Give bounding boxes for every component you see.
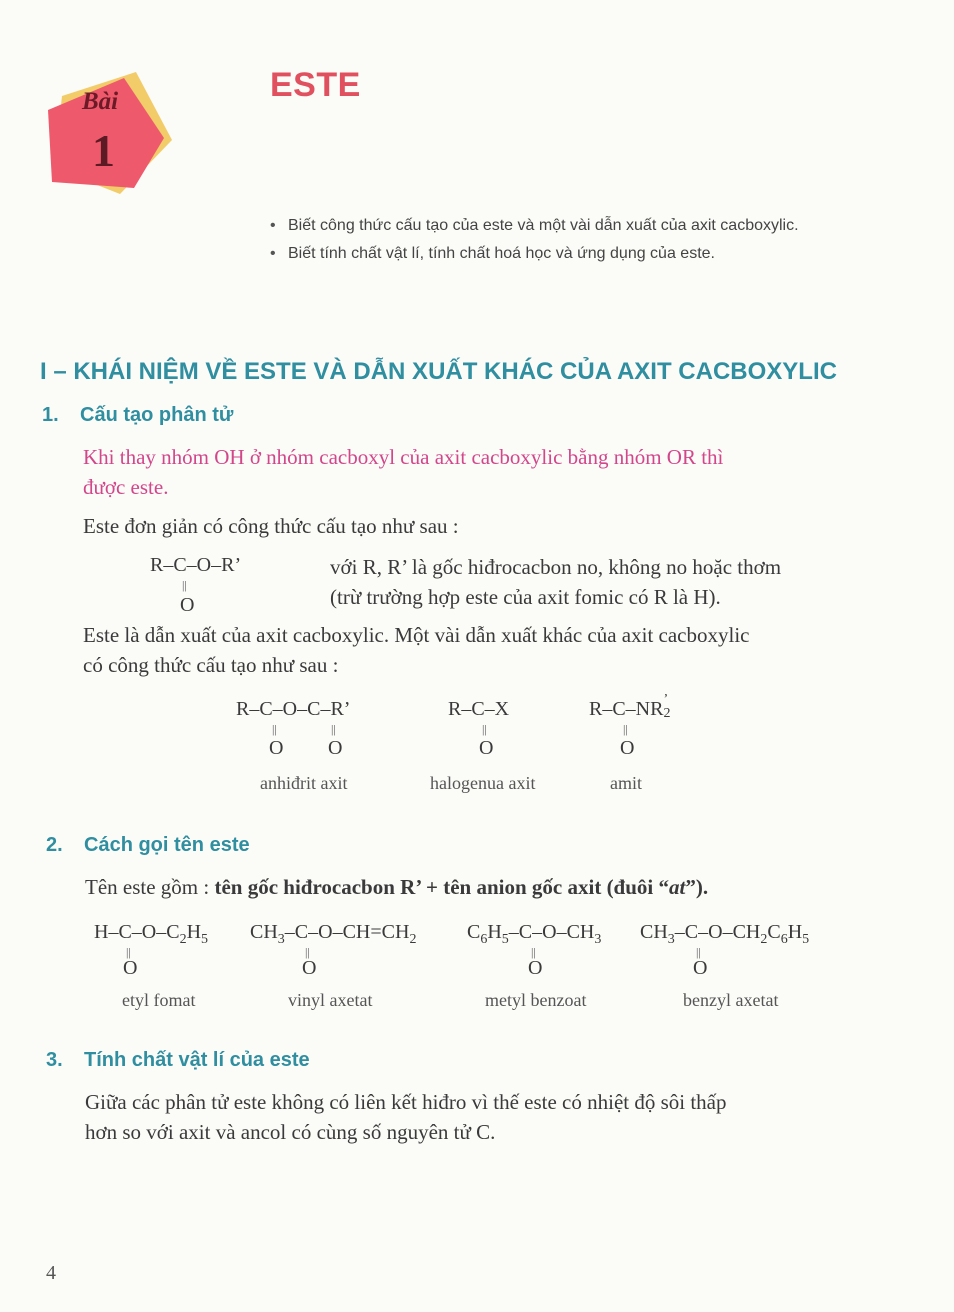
methyl-benzoate-formula: $C_6H_5-C-O-CH_3$: [467, 921, 602, 947]
vinyl-acetate-caption: vinyl axetat: [288, 990, 373, 1010]
double-bond-icon: ||: [126, 945, 131, 959]
double-bond-icon: ||: [305, 945, 310, 959]
objective-item: • Biết công thức cấu tạo của este và một vài dẫn xuất của axit cacboxylic.: [270, 212, 799, 240]
ethyl-formate-formula: $H-C-O-C_2H_5$: [94, 921, 209, 947]
amide-caption: amit: [610, 773, 642, 793]
double-bond-icon: ||: [531, 945, 536, 959]
badge-label: Bài: [82, 88, 119, 115]
general-formula: R–C–O–R’: [150, 554, 242, 576]
ethyl-formate-oxygen: O: [123, 957, 138, 979]
double-bond-icon: ||: [482, 722, 487, 736]
vinyl-acetate-oxygen: O: [302, 957, 317, 979]
objectives-list: [270, 212, 799, 268]
intro-text: Este đơn giản có công thức cấu tạo như sau :: [83, 514, 459, 538]
page-number: 4: [46, 1262, 56, 1284]
page-title: ESTE: [270, 66, 361, 104]
acyl-halide-oxygen: O: [479, 737, 494, 759]
subsection-1-heading: 1. Cấu tạo phân tử: [42, 404, 234, 426]
vinyl-acetate-formula: $CH_3-C-O-CH=CH_2$: [250, 921, 417, 947]
bullet-icon: •: [270, 217, 276, 234]
double-bond-icon: ||: [623, 722, 628, 736]
subsection-3-heading: 3. Tính chất vật lí của este: [46, 1049, 310, 1071]
double-bond-icon: ||: [182, 578, 187, 592]
general-formula-oxygen: O: [180, 594, 195, 616]
amide-oxygen: O: [620, 737, 635, 759]
subsection-2-heading: 2. Cách gọi tên este: [46, 834, 250, 856]
methyl-benzoate-oxygen: O: [528, 957, 543, 979]
objective-item: • Biết tính chất vật lí, tính chất hoá học và ứng dụng của este.: [270, 240, 799, 268]
acyl-halide-formula: R–C–X: [448, 698, 510, 720]
amide-formula: R–C–NR ’ 2: [589, 692, 671, 721]
badge-number: 1: [92, 125, 115, 176]
definition: Khi thay nhóm OH ở nhóm cacboxyl của axit cacboxylic bằng nhóm OR thì được este.: [83, 445, 724, 499]
derivatives-text: Este là dẫn xuất của axit cacboxylic. Một vài dẫn xuất khác của axit cacboxylic có công thức cấu tạo như sau :: [83, 623, 750, 677]
double-bond-icon: ||: [696, 945, 701, 959]
section-heading: I – KHÁI NIỆM VỀ ESTE VÀ DẪN XUẤT KHÁC CỦA AXIT CACBOXYLIC: [40, 358, 837, 385]
physical-properties-text: Giữa các phân tử este không có liên kết hiđro vì thế este có nhiệt độ sôi thấp hơn so với axit và ancol có cùng số nguyên tử C.: [85, 1090, 727, 1144]
anhydride-oxygen-2: O: [328, 737, 343, 759]
double-bond-icon: ||: [272, 722, 277, 736]
benzyl-acetate-caption: benzyl axetat: [683, 990, 779, 1010]
benzyl-acetate-formula: $CH_3-C-O-CH_2C_6H_5$: [640, 921, 810, 947]
methyl-benzoate-caption: metyl benzoat: [485, 990, 587, 1010]
double-bond-icon: ||: [331, 722, 336, 736]
benzyl-acetate-oxygen: O: [693, 957, 708, 979]
bullet-icon: •: [270, 245, 276, 262]
ethyl-formate-caption: etyl fomat: [122, 990, 196, 1010]
anhydride-formula: R–C–O–C–R’: [236, 698, 351, 720]
acyl-halide-caption: halogenua axit: [430, 773, 536, 793]
anhydride-oxygen-1: O: [269, 737, 284, 759]
naming-rule: Tên este gồm : tên gốc hiđrocacbon R’ + tên anion gốc axit (đuôi “at”).: [85, 875, 709, 899]
anhydride-caption: anhiđrit axit: [260, 773, 348, 793]
formula-note: với R, R’ là gốc hiđrocacbon no, không no hoặc thơm (trừ trường hợp este của axit fomic có R là H).: [330, 555, 782, 609]
